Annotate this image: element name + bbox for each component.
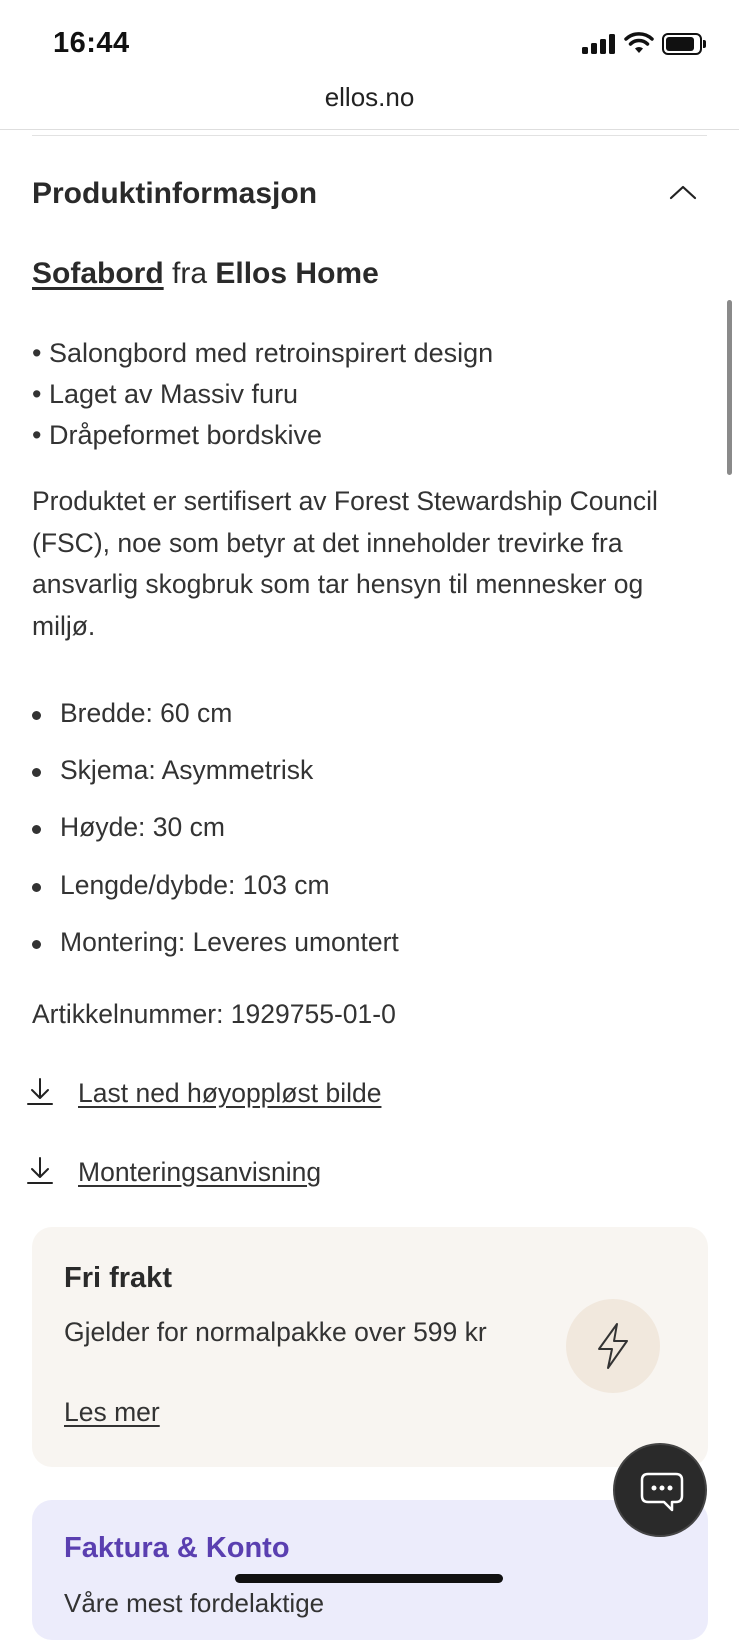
bullet-icon [32,825,41,834]
shipping-badge [566,1299,660,1393]
battery-icon [662,33,706,55]
download-image-label[interactable]: Last ned høyoppløst bilde [78,1078,382,1108]
feature-item: • Salongbord med retroinspirert design [32,338,494,368]
cellular-signal-icon [582,34,616,54]
read-more-link[interactable]: Les mer [64,1397,160,1427]
category-link[interactable]: Sofabord [32,257,164,290]
chat-button[interactable] [613,1443,707,1537]
feature-item: • Laget av Massiv furu [32,379,299,409]
feature-item: • Dråpeformet bordskive [32,420,323,450]
home-indicator[interactable] [235,1574,503,1583]
chat-bubble-icon [638,1470,686,1514]
assembly-instructions-link[interactable] [26,1156,366,1190]
lightning-bolt-icon [593,1321,633,1371]
url-divider [0,129,739,130]
url-bar[interactable]: ellos.no [324,82,415,112]
feature-list [32,333,493,456]
from-word: fra [172,257,208,290]
scrollbar[interactable] [727,300,732,475]
invoice-account-card[interactable] [32,1500,708,1640]
bullet-icon [32,940,41,949]
article-number: Artikkelnummer: 1929755-01-0 [32,999,396,1029]
invoice-account-subtitle: Våre mest fordelaktige [64,1588,325,1618]
status-time: 16:44 [53,27,130,59]
chevron-up-icon[interactable] [668,182,698,202]
bullet-icon [32,768,41,777]
free-shipping-body: Gjelder for normalpakke over 599 kr [64,1317,487,1347]
assembly-instructions-label[interactable]: Monteringsanvisning [78,1157,322,1187]
bullet-icon [32,883,41,892]
section-title[interactable]: Produktinformasjon [32,177,318,210]
section-divider [32,135,707,136]
product-heading [32,257,379,291]
download-icon [26,1156,54,1186]
status-bar [0,0,739,80]
free-shipping-title: Fri frakt [64,1262,172,1294]
free-shipping-card [32,1227,708,1467]
download-image-link[interactable] [26,1077,426,1111]
wifi-icon [624,31,654,55]
bullet-icon [32,711,41,720]
invoice-account-title: Faktura & Konto [64,1532,290,1564]
brand-name: Ellos Home [215,257,379,290]
download-icon [26,1077,54,1107]
product-description: Produktet er sertifisert av Forest Stewardship Council (FSC), noe som betyr at det inneholder trevirke fra ansvarlig skogbruk som tar hensyn til mennesker og miljø. [32,486,658,641]
